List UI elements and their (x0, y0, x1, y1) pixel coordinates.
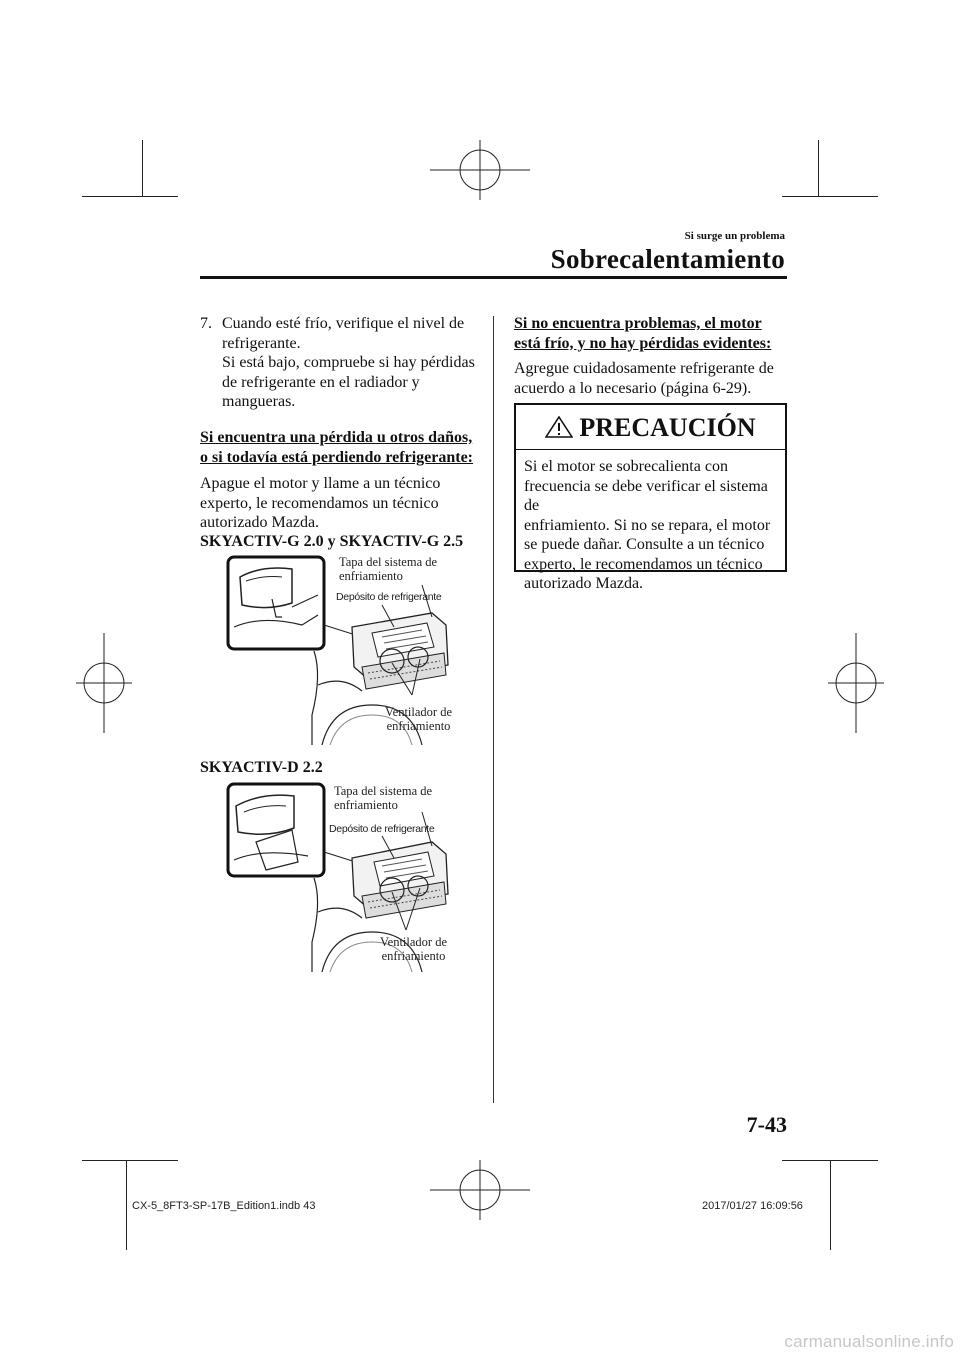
leak-text-line: Apague el motor y llame a un técnico (200, 475, 441, 492)
column-divider (493, 316, 494, 1103)
figure2-cap-label (334, 784, 432, 812)
leak-text-line: experto, le recomendamos un técnico (200, 494, 439, 512)
ok-heading (514, 314, 771, 353)
fan-label-line: Ventilador de (380, 935, 447, 949)
watermark: carmanualsonline.info (784, 1332, 954, 1351)
header-rule (200, 276, 787, 279)
figure1-fan-label (385, 705, 452, 733)
leak-heading (200, 428, 473, 467)
caution-box (514, 403, 787, 592)
cap-label-line: Tapa del sistema de (339, 555, 438, 569)
cap-label-line: enfriamiento (339, 569, 403, 583)
registration-mark-right (828, 633, 884, 733)
figure2-heading: SKYACTIV-D 2.2 (200, 759, 323, 776)
caution-line: Si el motor se sobrecalienta con (524, 458, 728, 475)
figure1-cap-label (339, 555, 437, 583)
registration-mark-bottom (430, 1160, 530, 1220)
leak-text-line: autorizado Mazda. (200, 514, 320, 531)
figure1-reservoir-label: Depósito de refrigerante (336, 591, 442, 603)
leak-heading-line: Si encuentra una pérdida u otros daños, (200, 429, 473, 446)
figure1-heading: SKYACTIV-G 2.0 y SKYACTIV-G 2.5 (200, 533, 464, 550)
step-number: 7. (200, 315, 212, 332)
footer-file: CX-5_8FT3-SP-17B_Edition1.indb 43 (132, 1200, 316, 1212)
section-label: Si surge un problema (684, 230, 785, 242)
caution-line: experto, le recomendamos un técnico (524, 555, 763, 573)
caution-line: enfriamiento. Si no se repara, el motor (524, 516, 771, 534)
caution-line: se puede dañar. Consulte a un técnico (524, 536, 765, 553)
caution-header (516, 405, 785, 450)
ok-heading-line: Si no encuentra problemas, el motor (514, 315, 762, 332)
ok-text (514, 359, 774, 398)
fan-label-line: enfriamiento (386, 719, 451, 733)
step-line: Si está bajo, compruebe si hay pérdidas (222, 354, 475, 371)
registration-mark-left (76, 633, 132, 733)
step-line: Cuando esté frío, verifique el nivel de (222, 315, 465, 332)
leak-text (200, 474, 440, 533)
cap-label-line: Tapa del sistema de (334, 784, 433, 798)
figure2-reservoir-label: Depósito de refrigerante (329, 823, 435, 835)
ok-text-line: acuerdo a lo necesario (página 6-29). (514, 379, 752, 397)
step-line: refrigerante. (222, 334, 301, 352)
step-line: de refrigerante en el radiador y (222, 373, 420, 391)
fan-label-line: enfriamiento (381, 949, 446, 963)
page-number: 7-43 (746, 1112, 787, 1137)
ok-text-line: Agregue cuidadosamente refrigerante de (514, 360, 774, 377)
caution-body (524, 457, 786, 594)
footer-timestamp: 2017/01/27 16:09:56 (702, 1200, 803, 1212)
fan-label-line: Ventilador de (385, 705, 452, 719)
warning-triangle-icon (545, 416, 573, 438)
caution-line: frecuencia se debe verificar el sistema de (524, 477, 768, 514)
cap-label-line: enfriamiento (334, 798, 398, 812)
registration-mark-top (430, 140, 530, 200)
page-title: Sobrecalentamiento (550, 244, 785, 274)
step-line: mangueras. (222, 393, 296, 410)
leak-heading-line: o si todavía está perdiendo refrigerante: (200, 448, 473, 466)
step-7 (200, 314, 480, 412)
figure2-fan-label (380, 935, 447, 963)
caution-title: PRECAUCIÓN (579, 413, 756, 442)
ok-heading-line: está frío, y no hay pérdidas evidentes: (514, 334, 772, 352)
caution-line: autorizado Mazda. (524, 575, 644, 592)
